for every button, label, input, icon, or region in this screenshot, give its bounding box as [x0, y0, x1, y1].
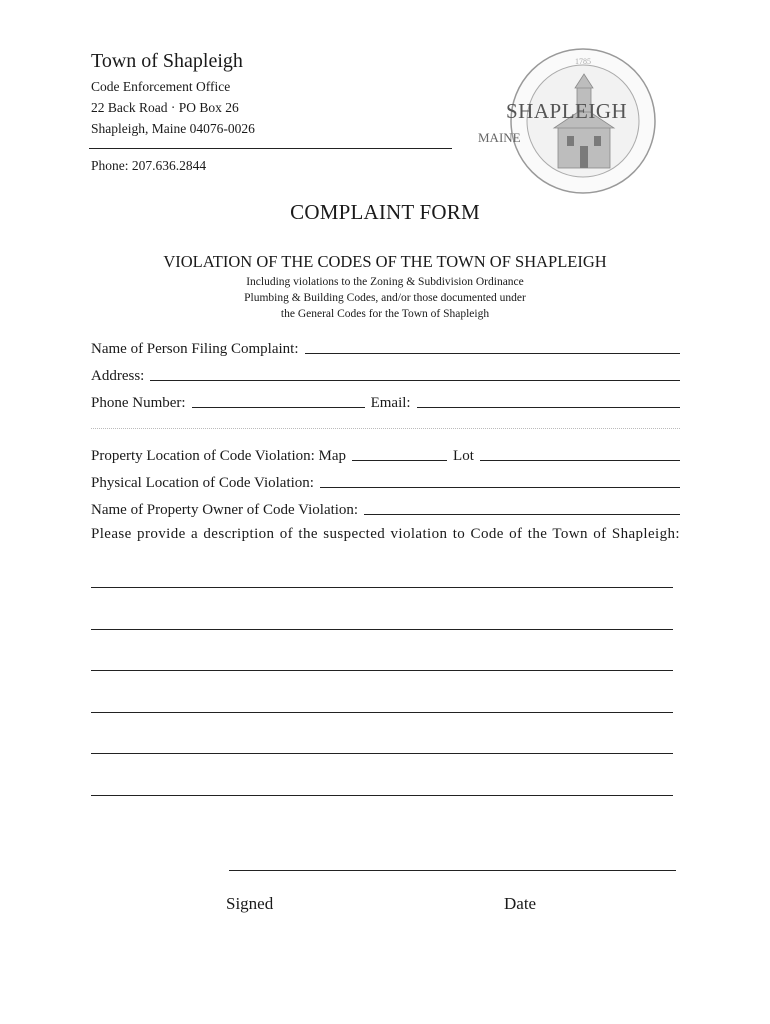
intro-line-1: Including violations to the Zoning & Subdivision Ordinance [246, 276, 524, 288]
seal-year: 1785 [575, 57, 591, 66]
signed-label: Signed [226, 894, 274, 913]
seal-state: MAINE [478, 130, 521, 145]
section-separator [91, 428, 680, 429]
description-line[interactable] [91, 670, 673, 671]
owner-field[interactable] [364, 514, 680, 515]
signature-line[interactable] [229, 870, 676, 871]
intro-line-2: Plumbing & Building Codes, and/or those documented under [244, 292, 526, 304]
description-line[interactable] [91, 753, 673, 754]
form-title: COMPLAINT FORM [290, 200, 480, 224]
phone-label: Phone Number: [91, 395, 186, 411]
physical-location-row [91, 472, 680, 492]
town-name: Town of Shapleigh [91, 50, 243, 72]
complainant-name-row [91, 338, 680, 358]
phone-field[interactable] [192, 407, 365, 408]
date-label: Date [504, 894, 537, 913]
property-location-row [91, 445, 680, 465]
address-row [91, 365, 680, 385]
town-seal-icon [438, 46, 658, 196]
form-subtitle: VIOLATION OF THE CODES OF THE TOWN OF SHAPLEIGH [163, 252, 607, 271]
seal-town-name: SHAPLEIGH [506, 99, 628, 123]
description-line[interactable] [91, 587, 673, 588]
lot-field[interactable] [480, 460, 680, 461]
complainant-name-field[interactable] [305, 353, 681, 354]
city-address: Shapleigh, Maine 04076-0026 [91, 121, 255, 136]
header-divider [89, 148, 452, 149]
office-name: Code Enforcement Office [91, 79, 231, 94]
physical-location-field[interactable] [320, 487, 680, 488]
street-address: 22 Back Road · PO Box 26 [91, 100, 239, 115]
office-phone: Phone: 207.636.2844 [91, 158, 207, 173]
email-field[interactable] [417, 407, 680, 408]
contact-row [91, 392, 680, 412]
owner-row [91, 499, 680, 519]
email-label: Email: [370, 395, 411, 411]
description-line[interactable] [91, 712, 673, 713]
owner-label: Name of Property Owner of Code Violation: [91, 502, 359, 518]
intro-line-3: the General Codes for the Town of Shapleigh [280, 308, 490, 320]
address-field[interactable] [150, 380, 680, 381]
property-location-label: Property Location of Code Violation: Map [91, 448, 347, 464]
physical-location-label: Physical Location of Code Violation: [91, 475, 314, 491]
complainant-name-label: Name of Person Filing Complaint: [91, 341, 299, 357]
description-line[interactable] [91, 629, 673, 630]
address-label: Address: [91, 368, 145, 384]
description-line[interactable] [91, 795, 673, 796]
map-field[interactable] [352, 460, 447, 461]
lot-label: Lot [453, 448, 474, 464]
description-prompt: Please provide a description of the suspected violation to Code of the Town of Shapleigh: [91, 526, 680, 542]
